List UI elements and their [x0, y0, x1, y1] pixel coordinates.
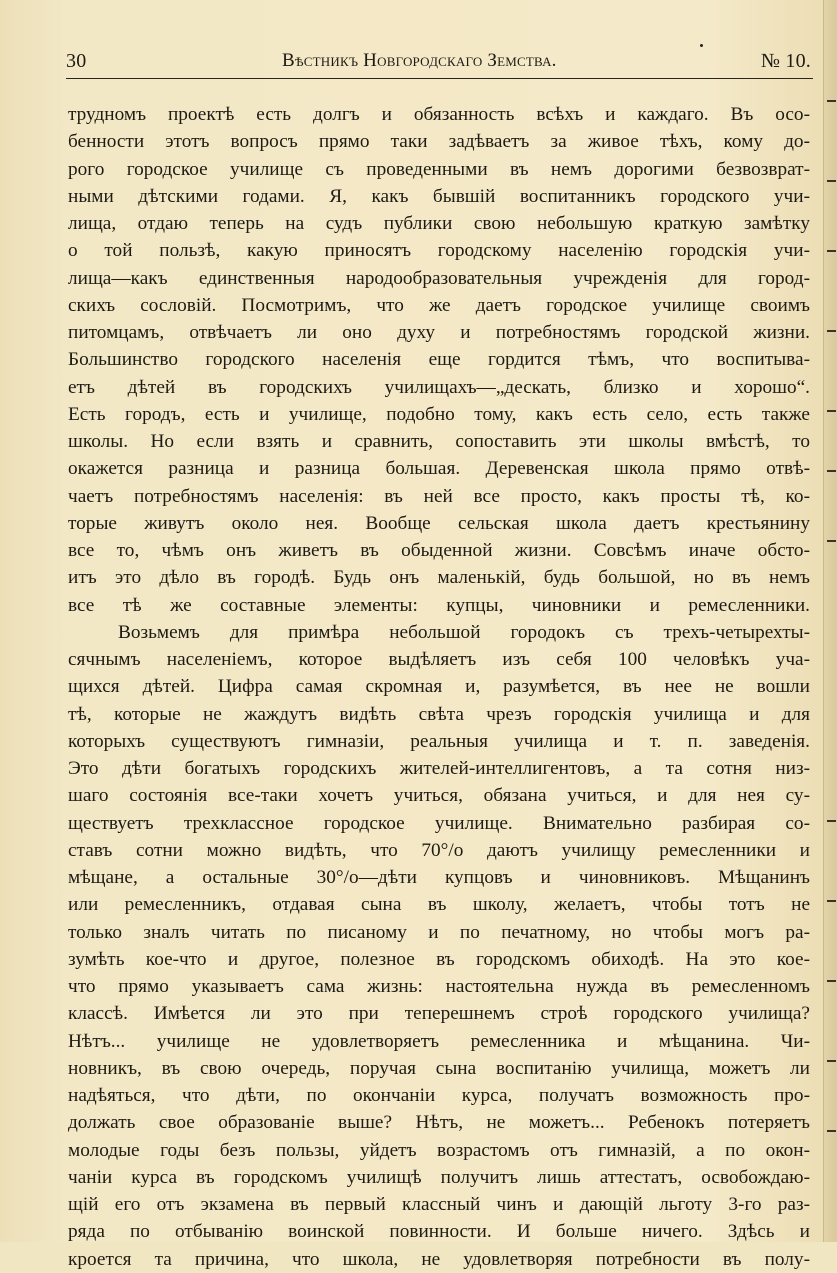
text-line: Это дѣти богатыхъ городскихъ жителей-интеллигентовъ, а та сотня низ- — [68, 758, 810, 779]
text-line: лища, отдаю теперь на судъ публики свою небольшую краткую замѣтку — [68, 213, 810, 234]
text-line: чаетъ потребностямъ населенія: въ ней все просто, какъ просты тѣ, ко- — [68, 485, 810, 507]
text-line: ряда по отбыванію воинской повинности. И больше ничего. Здѣсь и — [68, 1221, 810, 1243]
text-line: надѣяться, что дѣти, по окончаніи курса, получатъ возможность про- — [68, 1085, 810, 1106]
text-line: которыхъ существуютъ гимназіи, реальныя училища и т. п. заведенія. — [68, 730, 810, 752]
text-line: Есть городъ, есть и училище, подобно тому, какъ есть село, есть также — [68, 403, 810, 425]
edge-mark — [827, 100, 836, 102]
edge-mark — [827, 410, 836, 412]
page-number: 30 — [66, 50, 87, 72]
text-line: Большинство городского населенія еще гордится тѣмъ, что воспитыва- — [68, 349, 810, 371]
header-rule — [66, 78, 813, 79]
adjacent-page-edge — [823, 0, 837, 1242]
text-line: кроется та причина, что школа, не удовлетворяя потребности въ полу- — [68, 1248, 810, 1270]
issue-number: № 10. — [760, 50, 811, 72]
text-line: зумѣть кое-что и другое, полезное въ городскомъ обиходѣ. На это кое- — [68, 948, 810, 970]
text-line: чаніи курса въ городскомъ училищѣ получитъ лишь аттестатъ, освобождаю- — [68, 1166, 810, 1188]
text-line: сячнымъ населеніемъ, которое выдѣляетъ изъ себя 100 человѣкъ уча- — [68, 649, 810, 670]
text-line: ставъ сотни можно видѣть, что 70°/о даютъ училищу ремесленники и — [68, 839, 810, 861]
text-line: рого городское училище съ проведенными въ немъ дорогими безвозврат- — [68, 158, 810, 180]
paragraph-start-line: Возьмемъ для примѣра небольшой городокъ съ трехъ-четырехты- — [118, 621, 810, 643]
journal-title: Вѣстникъ Новгородскаго Земства. — [282, 50, 557, 71]
text-line: шаго состоянія все-таки хочетъ учиться, обязана учиться, и для нея су- — [68, 785, 810, 807]
edge-mark — [827, 1060, 836, 1062]
text-line: ществуетъ трехклассное городское училище. Внимательно разбирая со- — [68, 812, 810, 834]
text-line: бенности этотъ вопросъ прямо таки задѣваетъ за живое тѣхъ, кому до- — [68, 131, 810, 153]
edge-mark — [827, 1130, 836, 1132]
text-line: новникъ, въ свою очередь, поручая сына воспитанію училища, можетъ ли — [68, 1057, 810, 1079]
print-speck — [700, 44, 703, 47]
text-line: трудномъ проектѣ есть долгъ и обязанность всѣхъ и каждаго. Въ осо- — [68, 104, 810, 125]
text-line: школы. Но если взять и сравнить, сопоставить эти школы вмѣстѣ, то — [68, 431, 810, 452]
text-line: все тѣ же составные элементы: купцы, чиновники и ремесленники. — [68, 594, 810, 616]
text-line: щій его отъ экзамена въ первый классный чинъ и дающій льготу 3-го раз- — [68, 1194, 810, 1215]
text-line: мѣщане, а остальные 30°/о—дѣти купцовъ и чиновниковъ. Мѣщанинъ — [68, 867, 810, 888]
text-line: должать свое образованіе выше? Нѣтъ, не можетъ... Ребенокъ потеряетъ — [68, 1112, 810, 1134]
edge-mark — [827, 540, 836, 542]
text-line: только зналъ читать по писаному и по печатному, но чтобы могъ ра- — [68, 921, 810, 943]
edge-mark — [827, 250, 836, 252]
text-line: все то, чѣмъ онъ живетъ въ обыденной жизни. Совсѣмъ иначе обсто- — [68, 540, 810, 561]
text-line: лища—какъ единственныя народообразовательныя учрежденія для город- — [68, 267, 810, 289]
edge-mark — [827, 330, 836, 332]
text-line: торые живутъ около нея. Вообще сельская школа даетъ крестьянину — [68, 512, 810, 534]
text-line: ными дѣтскими годами. Я, какъ бывшій воспитанникъ городского учи- — [68, 185, 810, 207]
text-line: питомцамъ, отвѣчаетъ ли оно духу и потребностямъ городской жизни. — [68, 322, 810, 343]
text-line: скихъ сословій. Посмотримъ, что же даетъ городское училище своимъ — [68, 294, 810, 316]
edge-mark — [827, 980, 836, 982]
edge-mark — [827, 820, 836, 822]
text-line: тѣ, которые не жаждутъ видѣть свѣта чрезъ городскія училища и для — [68, 703, 810, 725]
article-body — [68, 101, 810, 1273]
text-line: или ремесленникъ, отдавая сына въ школу, желаетъ, чтобы тотъ не — [68, 894, 810, 916]
text-line: окажется разница и разница большая. Деревенская школа прямо отвѣ- — [68, 458, 810, 480]
text-line: о той пользѣ, какую приносятъ городскому населенію городскія учи- — [68, 240, 810, 262]
text-line: классѣ. Имѣется ли это при теперешнемъ строѣ городского училища? — [68, 1003, 810, 1025]
edge-mark — [827, 180, 836, 182]
text-line: итъ это дѣло въ городѣ. Будь онъ маленькій, будь большой, но въ немъ — [68, 567, 810, 589]
text-line: щихся дѣтей. Цифра самая скромная и, разумѣется, въ нее не вошли — [68, 676, 810, 698]
edge-mark — [827, 900, 836, 902]
text-line: Нѣтъ... училище не удовлетворяетъ ремесленника и мѣщанина. Чи- — [68, 1030, 810, 1052]
edge-mark — [827, 470, 836, 472]
text-line: етъ дѣтей въ городскихъ училищахъ—„дескать, близко и хорошо“. — [68, 376, 810, 398]
running-header — [66, 50, 811, 76]
text-line: что прямо указываетъ сама жизнь: настоятельна нужда въ ремесленномъ — [68, 976, 810, 997]
text-line: молодые годы безъ пользы, уйдетъ возрастомъ отъ гимназій, а по окон- — [68, 1139, 810, 1161]
